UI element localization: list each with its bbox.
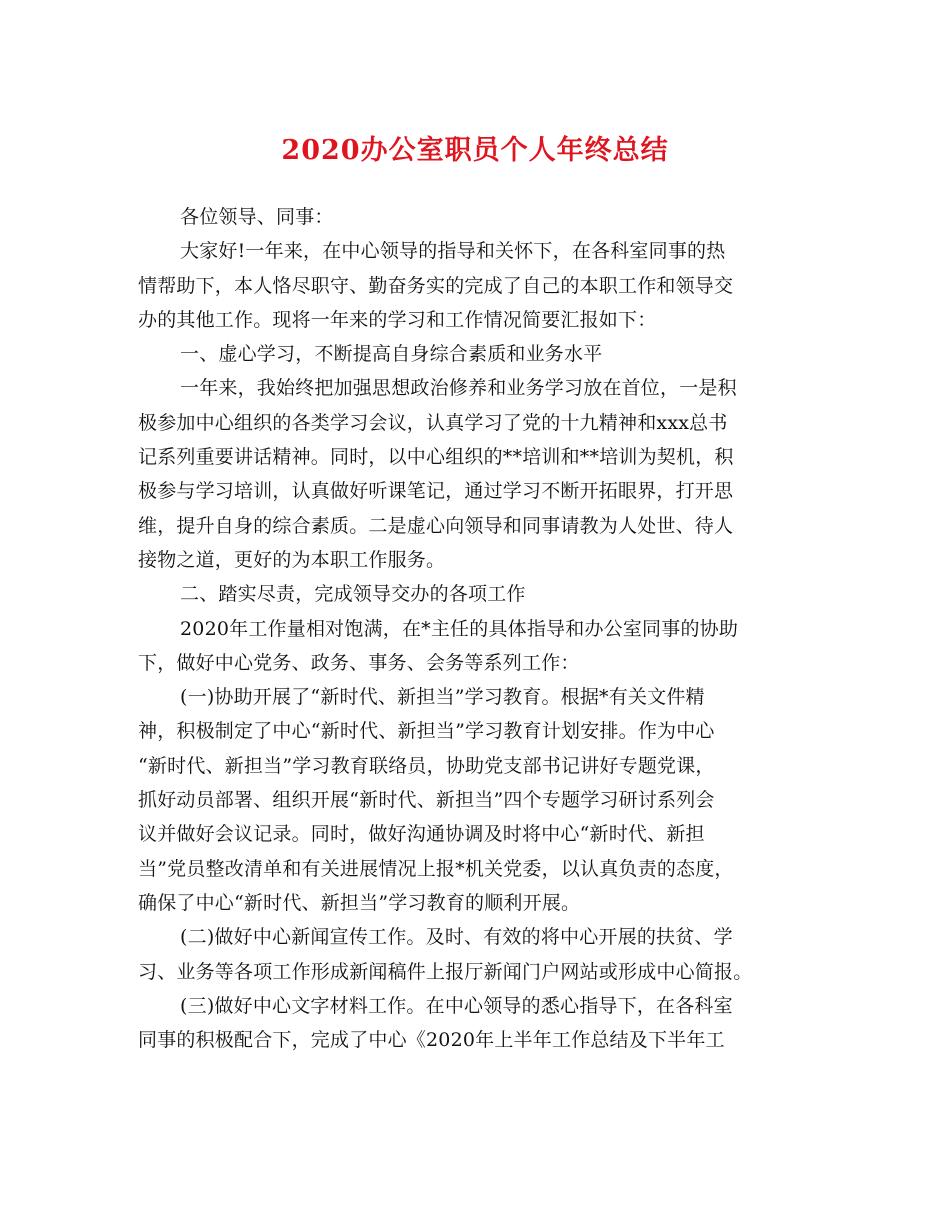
body-line: 抓好动员部署、组织开展“新时代、新担当”四个专题学习研讨系列会	[138, 789, 715, 812]
body-line: 二、踏实尽责，完成领导交办的各项工作	[180, 583, 526, 606]
document-title: 2020办公室职员个人年终总结	[281, 135, 669, 166]
body-line: 确保了中心“新时代、新担当”学习教育的顺利开展。	[138, 891, 581, 914]
body-line: 一、虚心学习，不断提高自身综合素质和业务水平	[180, 343, 603, 366]
body-line: 同事的积极配合下，完成了中心《2020年上半年工作总结及下半年工	[138, 1029, 725, 1052]
body-line: 议并做好会议记录。同时，做好沟通协调及时将中心“新时代、新担	[138, 823, 705, 846]
body-line: “新时代、新担当”学习教育联络员，协助党支部书记讲好专题党课，	[138, 754, 715, 777]
body-line: 极参加中心组织的各类学习会议，认真学习了党的十九精神和xxx总书	[138, 411, 728, 434]
document-body	[138, 200, 828, 1057]
body-line: 情帮助下，本人恪尽职守、勤奋务实的完成了自己的本职工作和领导交	[138, 274, 734, 297]
body-line: (二)做好中心新闻宣传工作。及时、有效的将中心开展的扶贫、学	[180, 926, 733, 949]
body-line: 下，做好中心党务、政务、事务、会务等系列工作：	[138, 651, 580, 674]
body-line: 当”党员整改清单和有关进展情况上报*机关党委，以认真负责的态度，	[138, 857, 734, 880]
body-line: 办的其他工作。现将一年来的学习和工作情况简要汇报如下：	[138, 308, 657, 331]
body-line: (三)做好中心文字材料工作。在中心领导的悉心指导下，在各科室	[180, 994, 733, 1017]
body-line: 一年来，我始终把加强思想政治修养和业务学习放在首位，一是积	[180, 377, 737, 400]
body-line: 神，积极制定了中心“新时代、新担当”学习教育计划安排。作为中心	[138, 720, 715, 743]
body-line: 极参与学习培训，认真做好听课笔记，通过学习不断开拓眼界，打开思	[138, 480, 734, 503]
body-line: (一)协助开展了“新时代、新担当”学习教育。根据*有关文件精	[180, 686, 705, 709]
body-line: 接物之道，更好的为本职工作服务。	[138, 548, 446, 571]
body-line: 习、业务等各项工作形成新闻稿件上报厅新闻门户网站或形成中心简报。	[138, 960, 753, 983]
body-line: 维，提升自身的综合素质。二是虚心向领导和同事请教为人处世、待人	[138, 514, 734, 537]
body-line: 2020年工作量相对饱满，在*主任的具体指导和办公室同事的协助	[180, 617, 739, 640]
body-line: 记系列重要讲话精神。同时，以中心组织的**培训和**培训为契机，积	[138, 446, 734, 469]
body-line: 各位领导、同事：	[180, 206, 334, 228]
body-line: 大家好!一年来，在中心领导的指导和关怀下，在各科室同事的热	[180, 240, 726, 263]
